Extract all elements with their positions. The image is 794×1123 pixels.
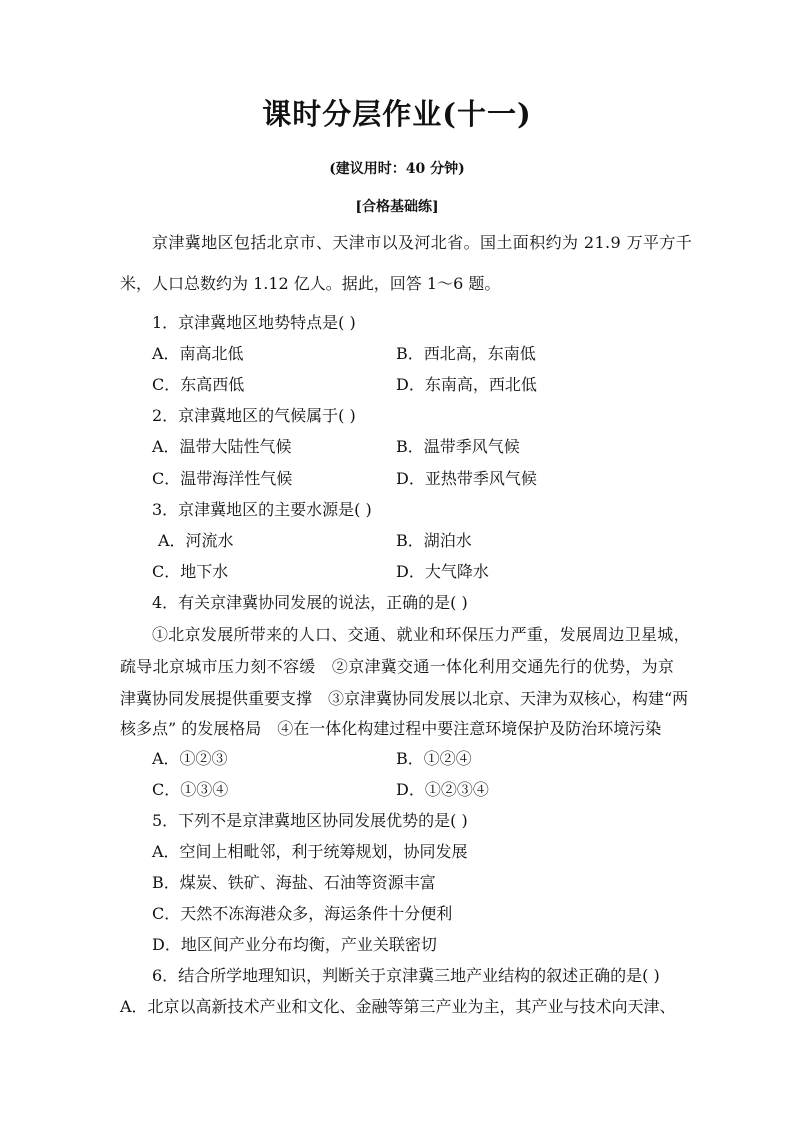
- question-1-option-b: B．西北高，东南低: [396, 344, 536, 363]
- question-4-option-c: C．①③④: [152, 780, 229, 799]
- question-4-passage-line-1: ①北京发展所带来的人口、交通、就业和环保压力严重，发展周边卫星城，: [152, 625, 690, 644]
- question-3-option-b: B．湖泊水: [396, 531, 472, 550]
- question-2-stem: 2．京津冀地区的气候属于( ): [152, 406, 356, 425]
- question-2-option-a: A．温带大陆性气候: [152, 437, 292, 456]
- suggested-time: (建议用时：40 分钟): [329, 161, 465, 177]
- question-3-option-d: D．大气降水: [396, 562, 489, 581]
- question-3-stem: 3．京津冀地区的主要水源是( ): [152, 500, 372, 519]
- question-3-option-a: A．河流水: [158, 531, 234, 550]
- question-5-stem: 5．下列不是京津冀地区协同发展优势的是( ): [152, 811, 468, 830]
- question-5-option-d: D．地区间产业分布均衡，产业关联密切: [152, 935, 437, 954]
- question-1-option-d: D．东南高，西北低: [396, 375, 537, 394]
- question-1-option-a: A．南高北低: [152, 344, 244, 363]
- question-4-passage-line-4: 核多点” 的发展格局 ④在一体化构建过程中要注意环境保护及防治环境污染: [120, 719, 662, 738]
- question-3-option-c: C．地下水: [152, 562, 229, 581]
- question-5-option-b: B．煤炭、铁矿、海盐、石油等资源丰富: [152, 873, 436, 892]
- question-2-option-c: C．温带海洋性气候: [152, 469, 293, 488]
- question-4-option-a: A．①②③: [152, 749, 228, 768]
- question-6-option-a: A．北京以高新技术产业和文化、金融等第三产业为主，其产业与技术向天津、: [120, 997, 676, 1016]
- question-5-option-c: C．天然不冻海港众多，海运条件十分便利: [152, 904, 453, 923]
- question-6-stem: 6．结合所学地理知识，判断关于京津冀三地产业结构的叙述正确的是( ): [152, 966, 660, 985]
- intro-line-2: 米，人口总数约为 1.12 亿人。据此，回答 1～6 题。: [120, 274, 501, 293]
- question-2-option-b: B．温带季风气候: [396, 437, 520, 456]
- section-label: [合格基础练]: [355, 199, 439, 215]
- question-1-stem: 1．京津冀地区地势特点是( ): [152, 313, 356, 332]
- question-4-passage-line-3: 津冀协同发展提供重要支撑 ③京津冀协同发展以北京、天津为双核心，构建“两: [120, 689, 689, 708]
- question-5-option-a: A．空间上相毗邻，利于统筹规划，协同发展: [152, 842, 468, 861]
- question-1-option-c: C．东高西低: [152, 375, 245, 394]
- question-4-option-b: B．①②④: [396, 749, 472, 768]
- question-2-option-d: D．亚热带季风气候: [396, 469, 537, 488]
- question-4-stem: 4．有关京津冀协同发展的说法，正确的是( ): [152, 593, 468, 612]
- intro-line-1: 京津冀地区包括北京市、天津市以及河北省。国土面积约为 21.9 万平方千: [152, 233, 693, 252]
- question-4-passage-line-2: 疏导北京城市压力刻不容缓 ②京津冀交通一体化利用交通先行的优势，为京: [120, 657, 675, 676]
- page-title: 课时分层作业(十一): [262, 97, 532, 131]
- question-4-option-d: D．①②③④: [396, 780, 489, 799]
